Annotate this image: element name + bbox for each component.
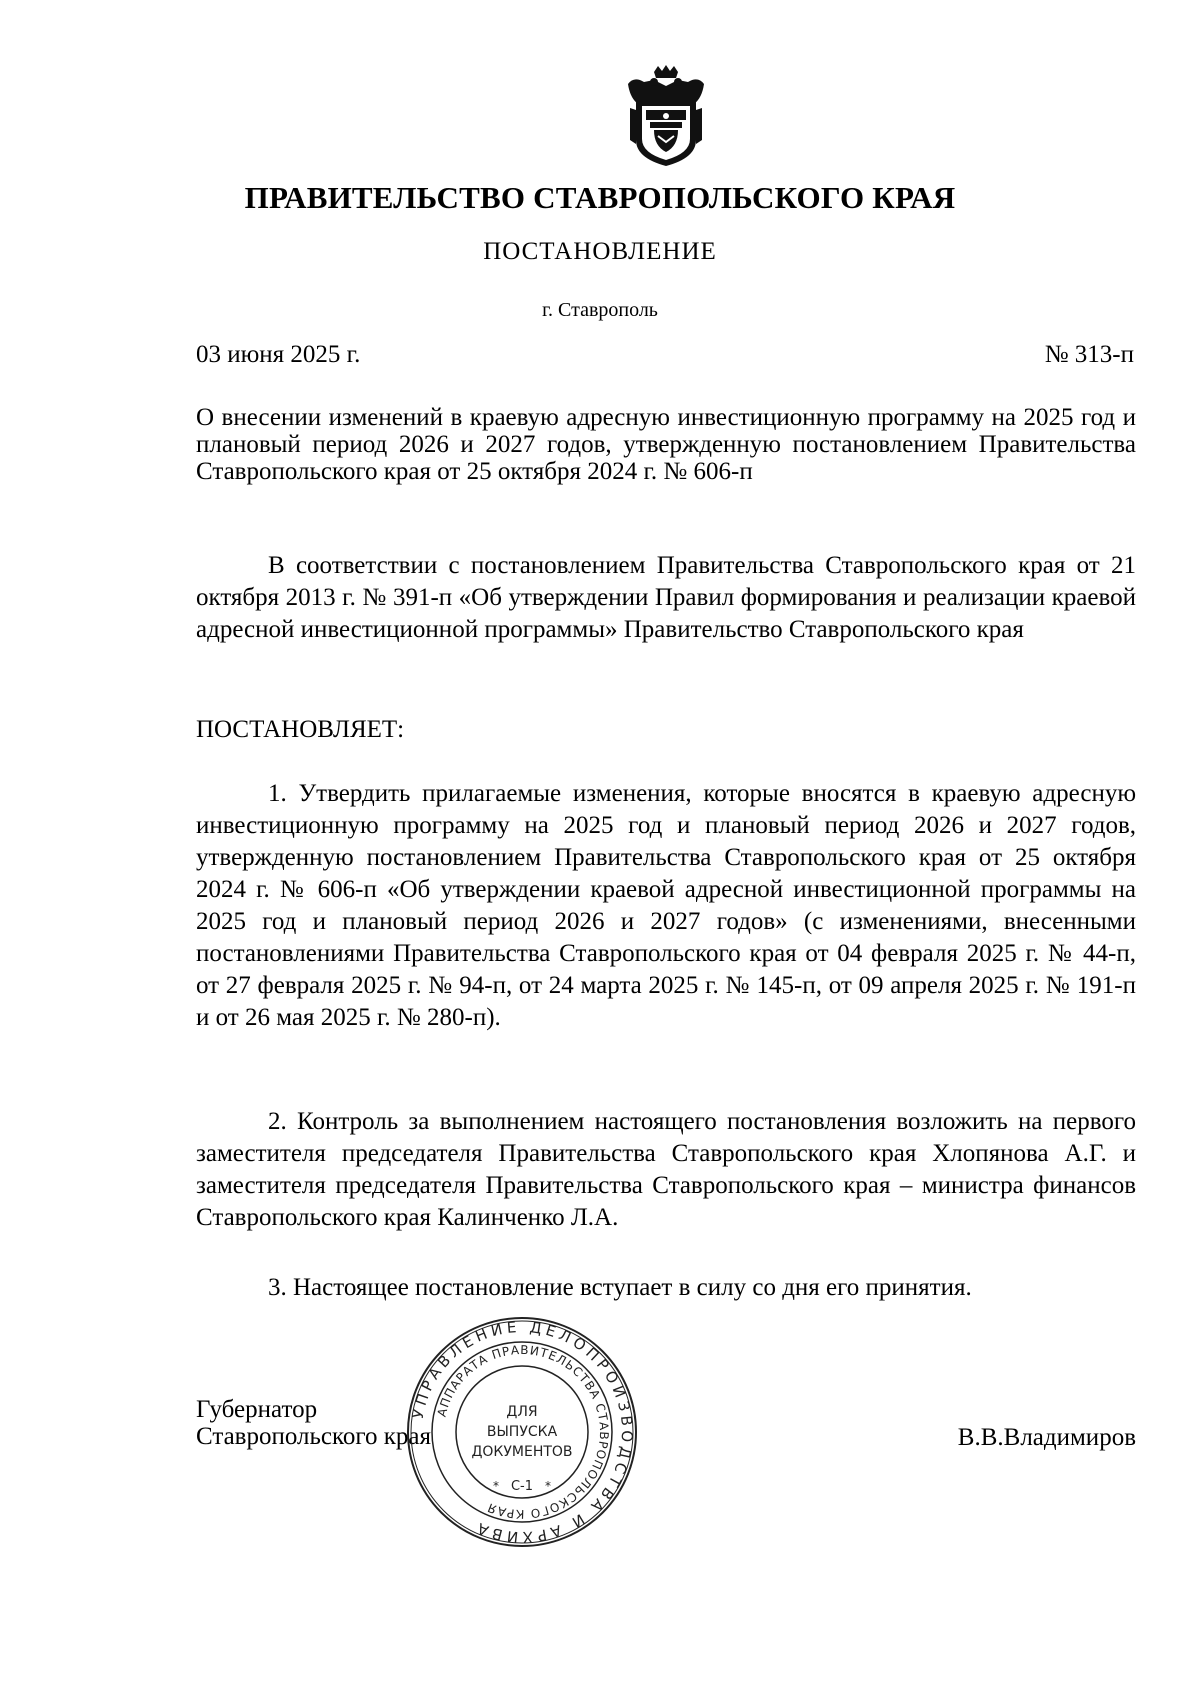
stamp-star-left-icon: * [493,1479,499,1493]
organization-title: ПРАВИТЕЛЬСТВО СТАВРОПОЛЬСКОГО КРАЯ [244,180,956,215]
document-date: 03 июня 2025 г. [196,341,361,368]
signatory-name: В.В.Владимиров [957,1424,1136,1451]
signatory-position [196,1396,431,1450]
stamp-code: С-1 [510,1479,534,1494]
stamp-inner-ring-textpath: АППАРАТА ПРАВИТЕЛЬСТВА СТАВРОПОЛЬСКОГО КРАЯ [434,1342,612,1522]
resolution-item-2: 2. Контроль за выполнением настоящего постановления возложить на первого заместителя председателя Правительства Ставропольского края Хлопянова А.Г. и заместителя председателя Правительства Ставропольского края – министра финансов Ставропольского края Калинченко Л.А. [196,1108,1136,1231]
stamp-outer-ring-textpath: УПРАВЛЕНИЕ ДЕЛОПРОИЗВОДСТВА И АРХИВА [408,1317,637,1547]
resolution-item-1: 1. Утвердить прилагаемые изменения, которые вносятся в краевую адресную инвестиционную программу на 2025 год и плановый период 2026 и 2027 годов, утвержденную постановлением Правительства Ставропольского края от 25 октября 2024 г. № 606-п «Об утверждении краевой адресной инвестиционной программы на 2025 год и плановый период 2026 и 2027 годов» (с изменениями, внесенными постановлениями Правительства Ставропольского края от 04 февраля 2025 г. № 44-п, от 27 февраля 2025 г. № 94-п, от 24 марта 2025 г. № 145-п, от 09 апреля 2025 г. № 191-п и от 26 мая 2025 г. № 280-п). [196,780,1136,1031]
coat-of-arms-icon [624,64,708,168]
document-city: г. Ставрополь [542,299,658,321]
document-type: ПОСТАНОВЛЕНИЕ [483,238,717,265]
resolution-item-3: 3. Настоящее постановление вступает в силу со дня его принятия. [268,1274,972,1301]
stamp-center-line-2: ВЫПУСКА [486,1424,558,1440]
stamp-star-right-icon: * [545,1479,551,1493]
document-subject: О внесении изменений в краевую адресную инвестиционную программу на 2025 год и плановый период 2026 и 2027 годов, утвержденную постановлением Правительства Ставропольского края от 25 октября 2024 г. № 606-п [196,404,1136,485]
stamp-center-line-1: ДЛЯ [506,1404,538,1420]
resolves-heading: ПОСТАНОВЛЯЕТ: [196,716,405,743]
stamp-center-line-3: ДОКУМЕНТОВ [471,1444,573,1460]
legal-basis-paragraph: В соответствии с постановлением Правительства Ставропольского края от 21 октября 2013 г. № 391-п «Об утверждении Правил формирования и реализации краевой адресной инвестиционной программы» Правительство Ставропольского края [196,552,1136,643]
signatory-position-line-1: Губернатор [196,1396,318,1423]
document-number: № 313-п [1044,341,1134,368]
signatory-position-line-2: Ставропольского края [196,1423,431,1450]
official-stamp [404,1314,640,1550]
